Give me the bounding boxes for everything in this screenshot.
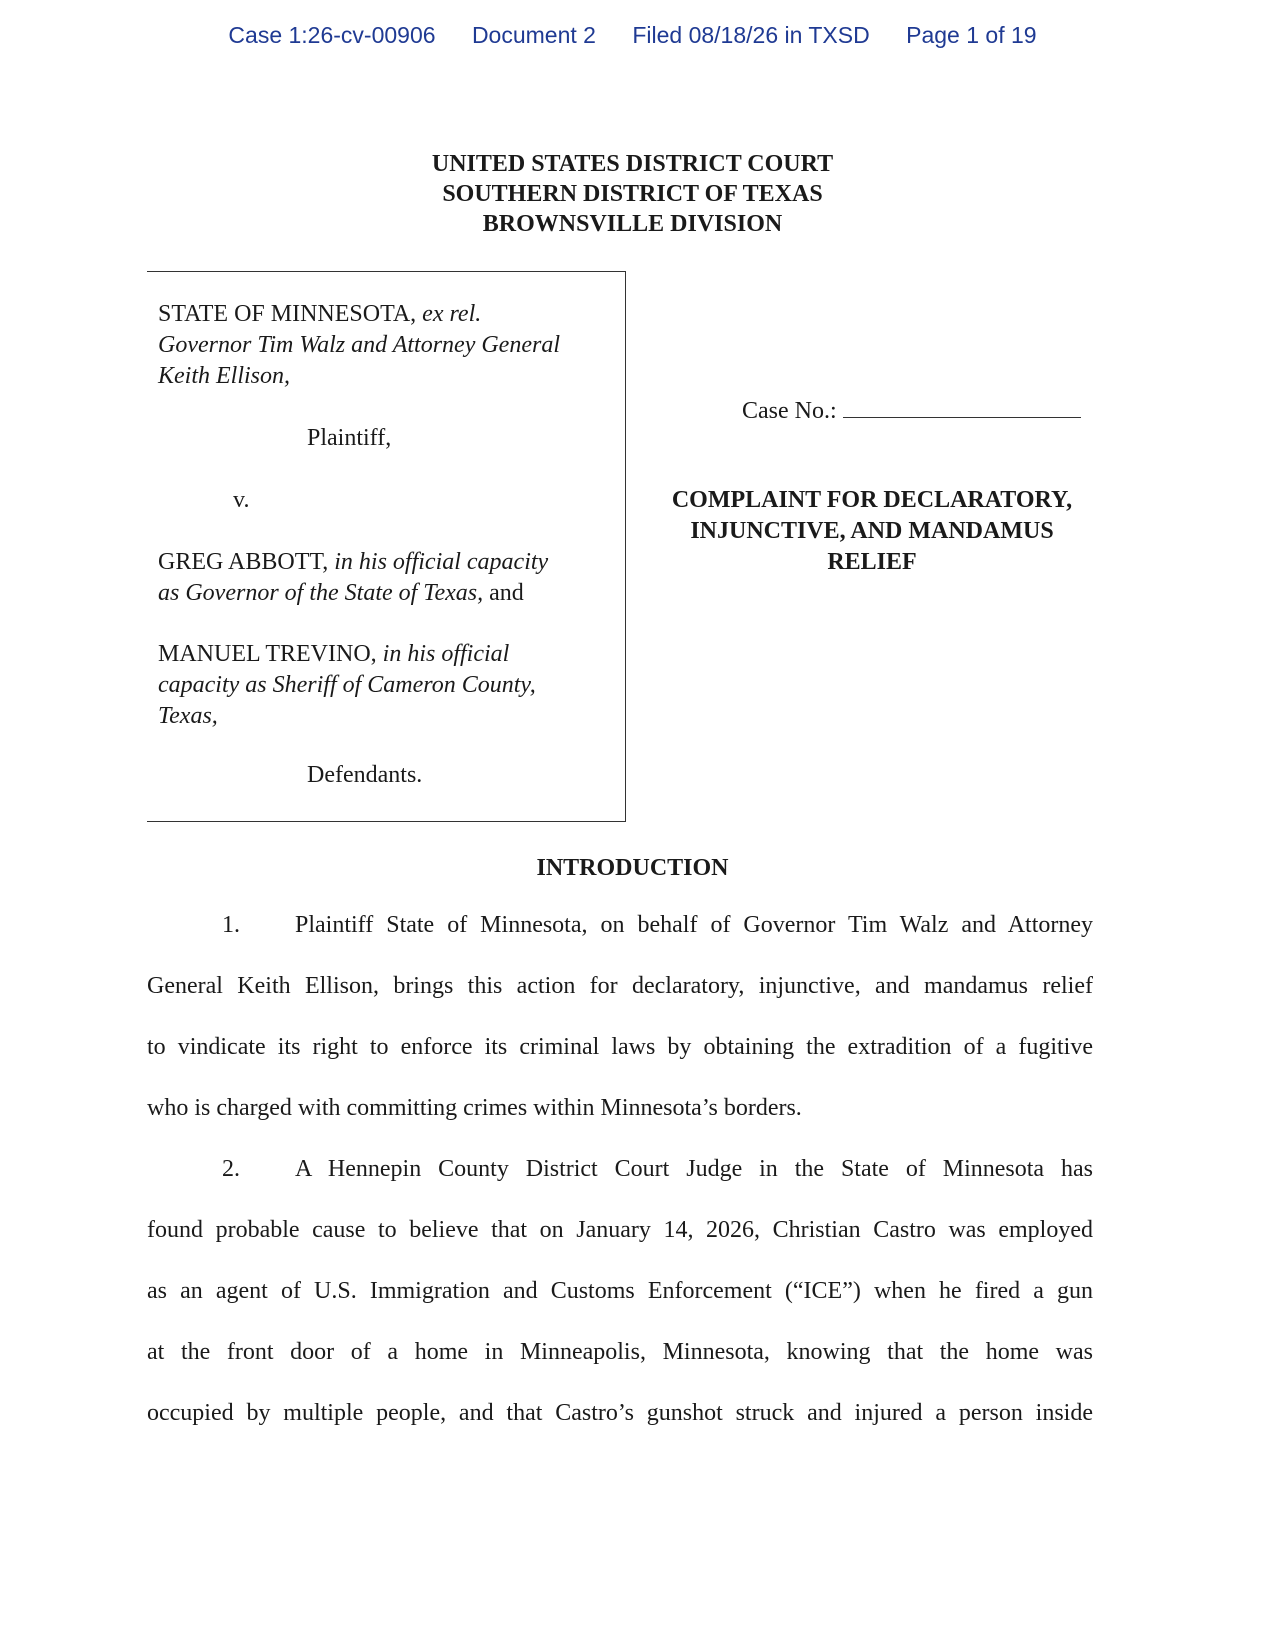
paragraph-line: occupied by multiple people, and that Castro’s gunshot struck and injured a person inside (147, 1400, 1093, 1426)
versus-label: v. (233, 487, 250, 513)
plaintiff-relators-line: Keith Ellison, (158, 363, 290, 389)
header-case-number: Case 1:26-cv-00906 (228, 22, 436, 48)
header-document-number: Document 2 (471, 22, 596, 48)
court-district: SOUTHERN DISTRICT OF TEXAS (442, 181, 823, 207)
paragraph-line: as an agent of U.S. Immigration and Customs Enforcement (“ICE”) when he fired a gun (147, 1278, 1093, 1304)
complaint-title-line: INJUNCTIVE, AND MANDAMUS (690, 518, 1054, 544)
defendant-name: GREG ABBOTT, (158, 549, 329, 575)
defendant-abbott (158, 547, 548, 609)
court-name: UNITED STATES DISTRICT COURT (431, 151, 834, 177)
paragraph-1 (147, 895, 1093, 1139)
court-division: BROWNSVILLE DIVISION (482, 211, 783, 237)
defendant-capacity: capacity as Sheriff of Cameron County, (158, 672, 536, 698)
header-filed-date: Filed 08/18/26 in TXSD (632, 22, 870, 48)
plaintiff-label: Plaintiff, (307, 425, 392, 451)
paragraph-line: who is charged with committing crimes within Minnesota’s borders. (147, 1095, 802, 1121)
plaintiff-ex-rel: ex rel. (422, 301, 482, 327)
defendant-capacity: in his official capacity (334, 549, 549, 575)
paragraph-line: Plaintiff State of Minnesota, on behalf of Governor Tim Walz and Attorney (295, 912, 1093, 938)
case-number-blank-line (843, 393, 1081, 418)
complaint-title-line: COMPLAINT FOR DECLARATORY, (671, 487, 1073, 513)
section-heading-introduction: INTRODUCTION (536, 855, 729, 881)
header-page-count: Page 1 of 19 (906, 22, 1037, 48)
defendant-capacity: in his official (382, 641, 510, 667)
defendant-capacity: Texas, (158, 703, 218, 729)
paragraph-line: at the front door of a home in Minneapolis, Minnesota, knowing that the home was (147, 1339, 1093, 1365)
plaintiff-relators-line: Governor Tim Walz and Attorney General (158, 332, 560, 358)
defendant-name: MANUEL TREVINO, (158, 641, 377, 667)
complaint-title (632, 485, 1112, 578)
conjunction: and (489, 580, 524, 606)
paragraph-line: to vindicate its right to enforce its criminal laws by obtaining the extradition of a fugitive (147, 1034, 1093, 1060)
defendant-trevino (158, 639, 536, 732)
paragraph-line: General Keith Ellison, brings this action for declaratory, injunctive, and mandamus relief (147, 973, 1093, 999)
case-caption-box (147, 271, 626, 822)
paragraph-line: A Hennepin County District Court Judge in the State of Minnesota has (295, 1156, 1093, 1182)
court-heading (0, 149, 1265, 239)
defendant-capacity: as Governor of the State of Texas, (158, 580, 484, 606)
complaint-title-line: RELIEF (827, 549, 917, 575)
plaintiff-name: STATE OF MINNESOTA, (158, 301, 417, 327)
defendants-label: Defendants. (307, 762, 423, 788)
paragraph-line: found probable cause to believe that on January 14, 2026, Christian Castro was employed (147, 1217, 1093, 1243)
paragraph-number: 2. (222, 1156, 240, 1182)
plaintiff-party (158, 299, 560, 392)
case-number-field (742, 393, 1081, 425)
case-number-label: Case No.: (742, 398, 837, 424)
paragraph-2 (147, 1139, 1093, 1444)
ecf-header-stamp (0, 22, 1265, 49)
paragraph-number: 1. (222, 912, 240, 938)
